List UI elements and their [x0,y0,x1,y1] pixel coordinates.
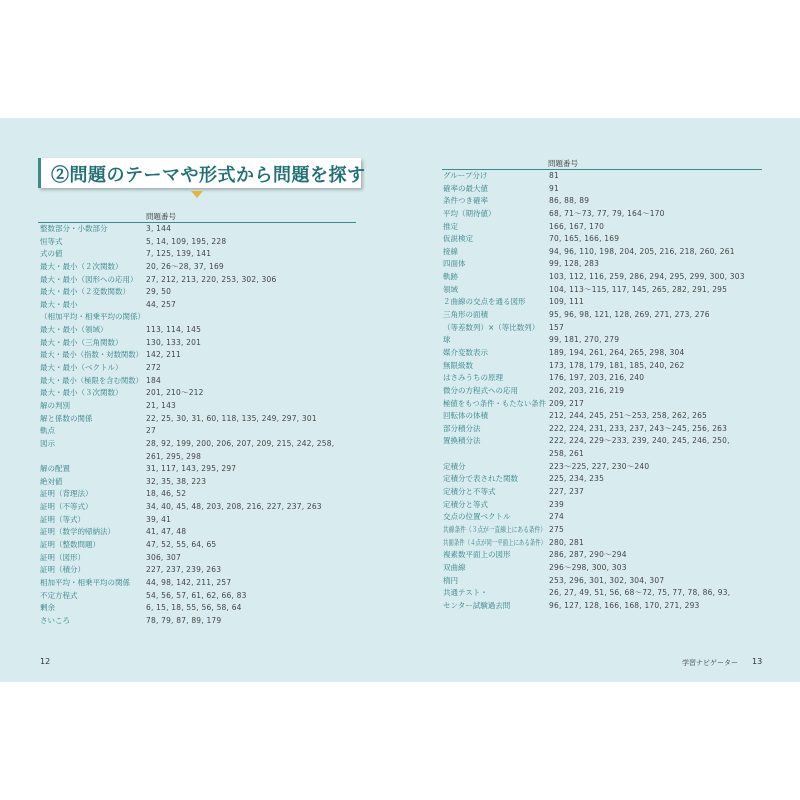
index-problem-numbers: 47, 52, 55, 64, 65 [146,540,217,550]
index-topic: 証明（積分） [40,565,85,575]
section-title: ②問題のテーマや形式から問題を探す [51,165,366,186]
index-row [443,562,773,575]
index-topic: 証明（図形） [40,552,85,562]
index-topic: 最大・最小（３次関数） [40,388,123,398]
index-row [40,539,360,552]
index-row [443,435,773,448]
index-row [443,461,773,474]
index-topic: 証明（背理法） [40,489,93,499]
index-problem-numbers: 86, 88, 89 [549,196,590,206]
index-problem-numbers: 113, 114, 145 [146,325,202,335]
index-topic: 共面条件（４点が同一平面上にある条件） [443,537,547,547]
index-row [40,311,360,324]
index-problem-numbers: 70, 165, 166, 169 [549,234,620,244]
index-row [443,372,773,385]
index-problem-numbers: 296～298, 300, 303 [549,562,627,572]
index-problem-numbers: 225, 234, 235 [549,474,605,484]
index-problem-numbers: 22, 25, 30, 31, 60, 118, 135, 249, 297, 301 [146,413,317,423]
index-topic: 剰余 [40,603,55,613]
index-problem-numbers: 95, 96, 98, 121, 128, 269, 271, 273, 276 [549,310,710,320]
index-topic: 最大・最小（２次関数） [40,261,123,271]
index-topic: 無限級数 [443,360,473,370]
down-arrow-icon [191,191,203,198]
index-topic: 証明（等式） [40,514,85,524]
index-problem-numbers: 189, 194, 261, 264, 265, 298, 304 [549,347,685,357]
index-row [443,385,773,398]
index-problem-numbers: 261, 295, 298 [146,451,202,461]
index-row [40,324,360,337]
index-row [40,400,360,413]
index-row [443,575,773,588]
index-row [40,451,360,464]
index-problem-numbers: 18, 46, 52 [146,489,187,499]
index-problem-numbers: 3, 144 [146,224,172,233]
index-problem-numbers: 103, 112, 116, 259, 286, 294, 295, 299, 300, 303 [549,272,745,282]
index-problem-numbers: 173, 178, 179, 181, 185, 240, 262 [549,360,685,370]
index-problem-numbers: 272 [146,363,161,373]
index-topic: 球 [443,335,451,345]
index-row [443,549,773,562]
index-topic: 恒等式 [40,236,63,246]
index-problem-numbers: 27, 212, 213, 220, 253, 302, 306 [146,274,277,284]
index-problem-numbers: 27 [146,426,156,436]
index-row [40,514,360,527]
index-topic: 軌跡 [443,272,458,282]
index-problem-numbers: 78, 79, 87, 89, 179 [146,615,222,625]
index-row [40,590,360,603]
index-problem-numbers: 157 [549,322,564,332]
index-problem-numbers: 109, 111 [549,297,584,307]
index-problem-numbers: 44, 257 [146,299,177,309]
navigator-label: 学習ナビゲーター [682,659,738,667]
index-row [443,221,773,234]
index-row [40,375,360,388]
index-row [443,398,773,411]
index-problem-numbers: 68, 71～73, 77, 79, 164～170 [549,208,665,218]
index-topic: 回転体の体積 [443,411,488,421]
index-topic: 解の配置 [40,464,70,474]
index-row [443,524,773,537]
index-row [443,208,773,221]
index-row [40,488,360,501]
index-problem-numbers: 166, 167, 170 [549,221,605,231]
index-problem-numbers: 222, 224, 229～233, 239, 240, 245, 246, 250, [549,436,730,446]
index-topic: 定積分で表された関数 [443,474,518,484]
index-row [443,410,773,423]
index-problem-numbers: 222, 224, 231, 233, 237, 243～245, 256, 263 [549,423,728,433]
index-topic: 整数部分・小数部分 [40,224,108,233]
index-row [40,223,360,236]
index-problem-numbers: 41, 47, 48 [146,527,187,537]
index-row [443,360,773,373]
index-row [40,286,360,299]
left-column-header: 問題番号 [146,212,176,221]
index-row [40,349,360,362]
index-problem-numbers: 31, 117, 143, 295, 297 [146,464,237,474]
index-problem-numbers: 306, 307 [146,552,181,562]
index-topic: 式の値 [40,249,63,259]
left-page-number: 12 [40,657,51,666]
index-row [40,463,360,476]
index-topic: 最大・最小 [40,299,78,309]
index-problem-numbers: 223～225, 227, 230～240 [549,461,650,471]
index-topic: 接線 [443,246,458,256]
index-topic: 定積分 [443,461,466,471]
index-topic: 媒介変数表示 [443,347,488,357]
index-row [40,438,360,451]
index-row [443,423,773,436]
index-topic: 定積分と等式 [443,499,488,509]
index-topic: 置換積分法 [443,436,481,446]
index-row [40,387,360,400]
index-topic: 三角形の面積 [443,310,488,320]
index-topic: 定積分と不等式 [443,487,496,497]
index-row [443,499,773,512]
index-problem-numbers: 274 [549,512,564,522]
index-problem-numbers: 7, 125, 139, 141 [146,249,212,259]
index-problem-numbers: 32, 35, 38, 223 [146,476,207,486]
index-problem-numbers: 21, 143 [146,400,177,410]
index-topic: 最大・最小（図形への応用） [40,274,138,284]
index-problem-numbers: 275 [549,524,564,534]
index-row [40,236,360,249]
index-problem-numbers: 99, 128, 283 [549,259,600,269]
index-topic: グループ分け [443,171,488,180]
index-topic: 確率の最大値 [443,183,488,193]
index-row [40,552,360,565]
index-topic: 条件つき確率 [443,196,488,206]
index-problem-numbers: 99, 181, 270, 279 [549,335,620,345]
index-topic: 仮説検定 [443,234,473,244]
index-topic: ２曲線の交点を通る図形 [443,297,526,307]
index-row [443,322,773,335]
index-row [40,425,360,438]
index-topic: 微分の方程式への応用 [443,385,518,395]
index-topic: 領域 [443,284,458,294]
index-topic: 証明（整数問題） [40,540,100,550]
index-topic: 最大・最小（極限を含む関数） [40,375,144,385]
index-problem-numbers: 44, 98, 142, 211, 257 [146,577,232,587]
index-problem-numbers: 20, 26～28, 37, 169 [146,261,224,271]
index-row [443,448,773,461]
index-problem-numbers: 184 [146,375,161,385]
index-row [40,476,360,489]
index-row [40,526,360,539]
index-row [40,501,360,514]
index-row [443,473,773,486]
index-row [40,248,360,261]
index-row [443,511,773,524]
index-problem-numbers: 81 [549,171,559,180]
index-topic: 相加平均・相乗平均の関係 [40,577,130,587]
index-row [40,413,360,426]
index-topic: 証明（不等式） [40,502,93,512]
section-title-box [38,158,366,188]
index-topic: 最大・最小（三角関数） [40,337,123,347]
index-problem-numbers: 54, 56, 57, 61, 62, 66, 83 [146,590,247,600]
index-topic: 共線条件（３点が一直線上にある条件） [443,524,547,534]
index-topic: 証明（数学的帰納法） [40,527,115,537]
index-row [40,602,360,615]
index-problem-numbers: 96, 127, 128, 166, 168, 170, 271, 293 [549,600,700,610]
index-row [443,347,773,360]
index-topic: 不定方程式 [40,590,78,600]
index-topic: 最大・最小（指数・対数関数） [40,350,144,360]
index-row [443,258,773,271]
index-row [443,537,773,550]
index-topic: 極値をもつ条件・もたない条件 [443,398,547,408]
index-problem-numbers: 258, 261 [549,449,584,459]
index-problem-numbers: 6, 15, 18, 55, 56, 58, 64 [146,603,242,613]
index-topic: さいころ [40,615,70,625]
index-row [40,261,360,274]
index-problem-numbers: 239 [549,499,564,509]
left-index-list [40,223,360,628]
index-problem-numbers: 201, 210～212 [146,388,204,398]
index-topic: 四面体 [443,259,466,269]
index-problem-numbers: 280, 281 [549,537,584,547]
index-topic: 解の判別 [40,400,70,410]
index-problem-numbers: 202, 203, 216, 219 [549,385,625,395]
index-row [443,334,773,347]
index-row [443,296,773,309]
index-topic: 楕円 [443,575,458,585]
index-row [40,337,360,350]
index-topic: はさみうちの原理 [443,373,503,383]
index-topic: 最大・最小（２変数関数） [40,287,130,297]
index-row [40,615,360,628]
index-row [443,309,773,322]
index-topic: センター試験過去問 [443,600,511,610]
index-row [40,362,360,375]
index-problem-numbers: 227, 237 [549,487,584,497]
index-problem-numbers: 34, 40, 45, 48, 203, 208, 216, 227, 237, 263 [146,502,322,512]
index-row [40,274,360,287]
index-problem-numbers: 104, 113～115, 117, 145, 265, 282, 291, 295 [549,284,728,294]
index-topic: 推定 [443,221,458,231]
index-row [443,170,773,183]
index-topic: （相加平均・相乗平均の関係） [40,312,145,322]
index-topic: 部分積分法 [443,423,481,433]
index-problem-numbers: 94, 96, 110, 198, 204, 205, 216, 218, 260, 261 [549,246,735,256]
index-problem-numbers: 227, 237, 239, 263 [146,565,222,575]
index-topic: 双曲線 [443,562,466,572]
index-problem-numbers: 142, 211 [146,350,181,360]
index-row [443,195,773,208]
index-topic: 最大・最小（ベクトル） [40,363,123,373]
index-row [443,271,773,284]
index-topic: 共通テスト・ [443,588,488,598]
right-page-number: 13 [752,657,763,666]
right-column-header: 問題番号 [548,159,578,168]
index-problem-numbers: 176, 197, 203, 216, 240 [549,373,645,383]
index-row [443,587,773,600]
index-topic: （等差数列）×（等比数列） [443,322,540,332]
index-row [443,183,773,196]
index-row [443,486,773,499]
index-problem-numbers: 286, 287, 290～294 [549,550,627,560]
index-problem-numbers: 130, 133, 201 [146,337,202,347]
index-topic: 絶対値 [40,476,63,486]
index-row [40,564,360,577]
index-problem-numbers: 29, 50 [146,287,172,297]
index-topic: 平均（期待値） [443,208,496,218]
index-topic: 図示 [40,438,55,448]
index-topic: 最大・最小（領域） [40,325,108,335]
index-problem-numbers: 253, 296, 301, 302, 304, 307 [549,575,665,585]
index-row [443,233,773,246]
index-problem-numbers: 5, 14, 109, 195, 228 [146,236,227,246]
right-index-list [443,170,773,612]
index-row [443,284,773,297]
index-problem-numbers: 91 [549,183,559,193]
index-problem-numbers: 28, 92, 199, 200, 206, 207, 209, 215, 242, 258, [146,438,335,448]
index-row [40,299,360,312]
index-problem-numbers: 39, 41 [146,514,172,524]
index-topic: 複素数平面上の図形 [443,550,511,560]
index-problem-numbers: 209, 217 [549,398,584,408]
index-topic: 解と係数の関係 [40,413,93,423]
index-problem-numbers: 26, 27, 49, 51, 56, 68～72, 75, 77, 78, 86, 93, [549,588,731,598]
index-topic: 軌点 [40,426,55,436]
index-row [443,600,773,613]
index-topic: 交点の位置ベクトル [443,512,511,522]
index-row [40,577,360,590]
index-row [443,246,773,259]
index-problem-numbers: 212, 244, 245, 251～253, 258, 262, 265 [549,411,708,421]
